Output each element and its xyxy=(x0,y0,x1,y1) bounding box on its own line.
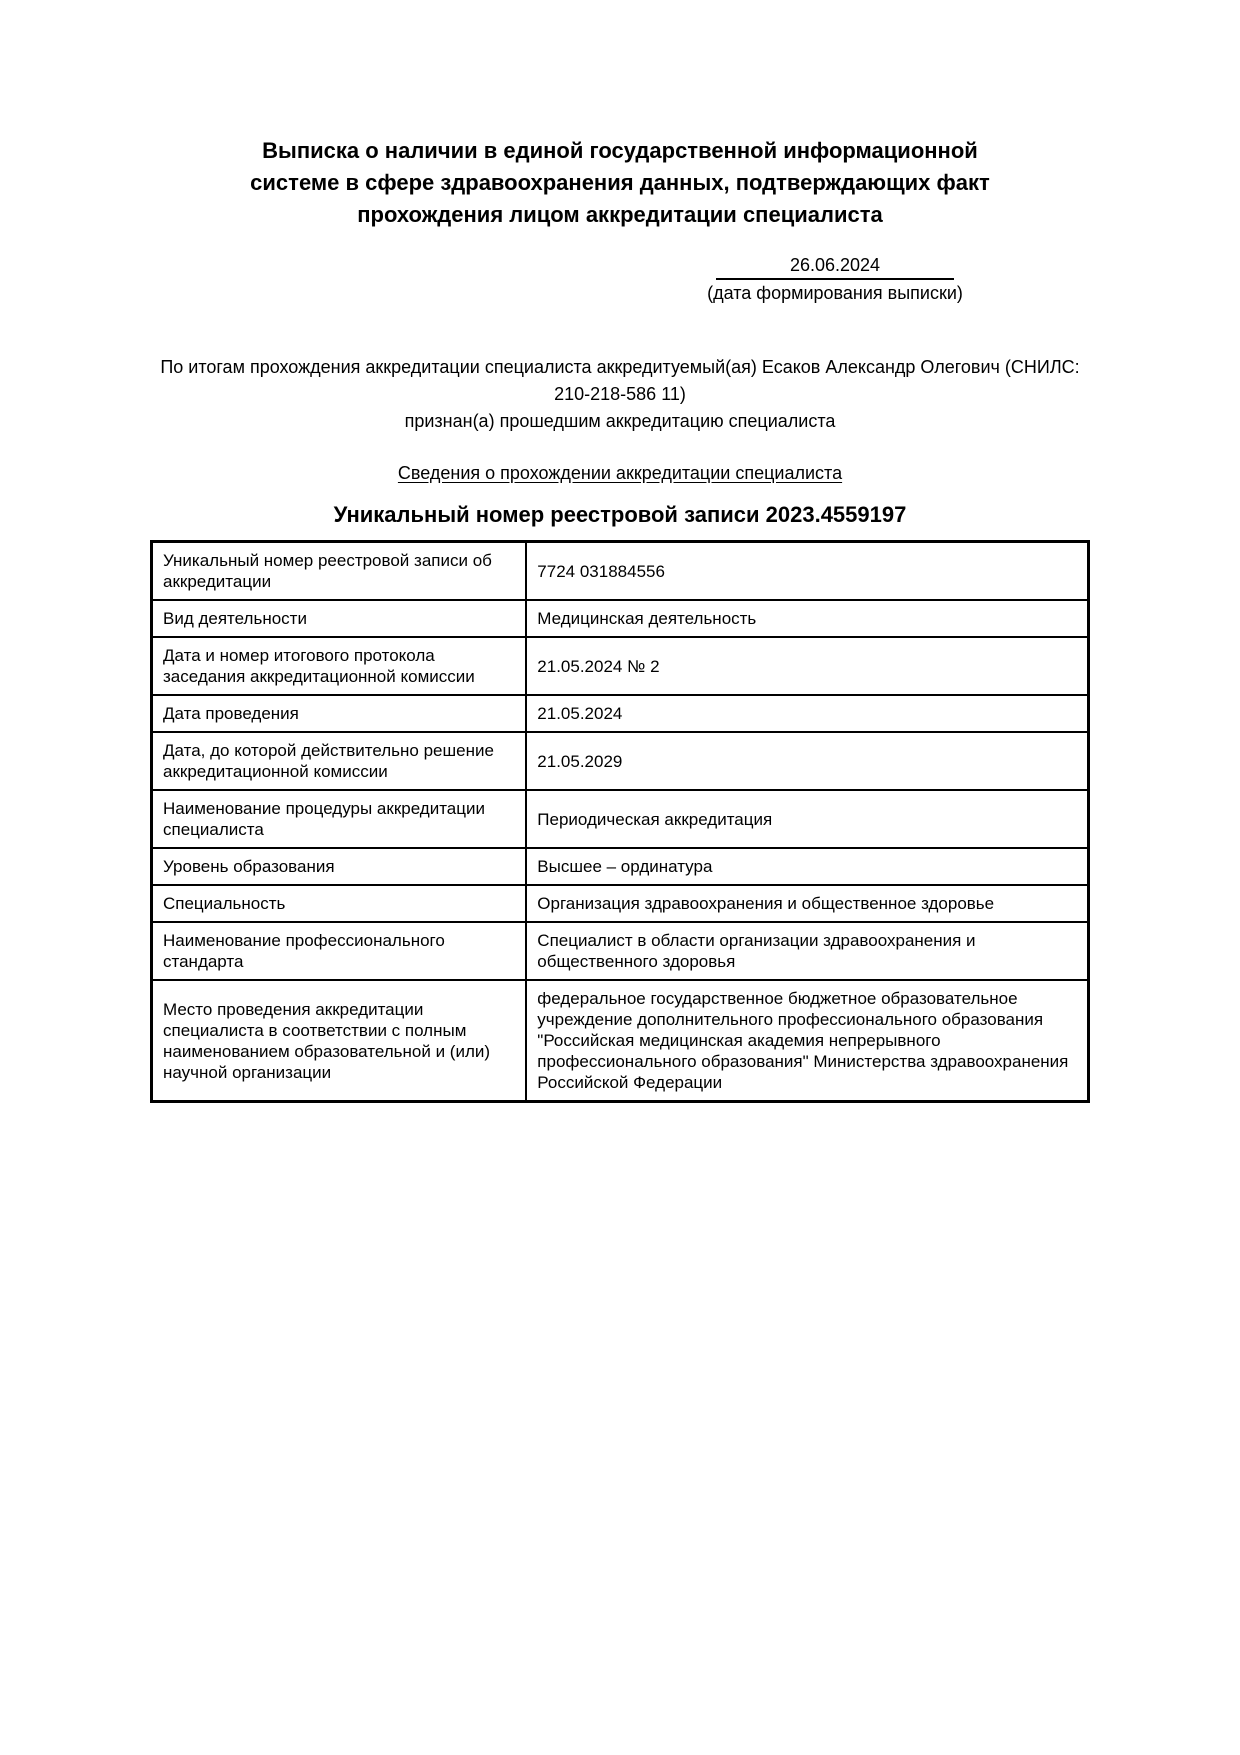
document-content xyxy=(0,135,1240,1103)
table-row-procedure-name xyxy=(152,790,1089,848)
registry-number-heading: Уникальный номер реестровой записи 2023.4559197 xyxy=(333,502,907,527)
table-row-accreditation-place xyxy=(152,980,1089,1102)
row-value: федеральное государственное бюджетное образовательное учреждение дополнительного профессионального образования "Российская медицинская академия непрерывного профессионального образования" Министерства здравоохранения Российской Федерации xyxy=(526,980,1088,1102)
issue-date: 26.06.2024 xyxy=(716,255,954,280)
table-row-registry-number xyxy=(152,542,1089,601)
document-title xyxy=(150,135,1090,231)
row-value: 21.05.2029 xyxy=(526,732,1088,790)
document-title-line-3: прохождения лицом аккредитации специалиста xyxy=(357,202,883,227)
table-row-education-level xyxy=(152,848,1089,885)
table-row-valid-until xyxy=(152,732,1089,790)
table-row-conduct-date xyxy=(152,695,1089,732)
table-row-activity-type xyxy=(152,600,1089,637)
row-label: Уровень образования xyxy=(152,848,527,885)
row-label: Дата и номер итогового протокола заседания аккредитационной комиссии xyxy=(152,637,527,695)
intro-line-1: По итогам прохождения аккредитации специалиста аккредитуемый(ая) Есаков Александр Олегович (СНИЛС: 210-218-586 11) xyxy=(160,357,1080,404)
row-value: Специалист в области организации здравоохранения и общественного здоровья xyxy=(526,922,1088,980)
accreditation-table xyxy=(150,540,1090,1103)
row-value: 21.05.2024 № 2 xyxy=(526,637,1088,695)
intro-line-2: признан(а) прошедшим аккредитацию специалиста xyxy=(404,411,836,431)
issue-date-block xyxy=(670,255,1000,304)
intro-paragraph xyxy=(150,354,1090,435)
row-label: Специальность xyxy=(152,885,527,922)
table-row-specialty xyxy=(152,885,1089,922)
row-value: 21.05.2024 xyxy=(526,695,1088,732)
document-title-line-2: системе в сфере здравоохранения данных, подтверждающих факт xyxy=(250,170,990,195)
row-label: Наименование процедуры аккредитации специалиста xyxy=(152,790,527,848)
row-label: Вид деятельности xyxy=(152,600,527,637)
row-label: Место проведения аккредитации специалиста в соответствии с полным наименованием образовательной и (или) научной организации xyxy=(152,980,527,1102)
issue-date-caption: (дата формирования выписки) xyxy=(707,283,963,303)
row-value: 7724 031884556 xyxy=(526,542,1088,601)
row-label: Дата проведения xyxy=(152,695,527,732)
document-title-line-1: Выписка о наличии в единой государственной информационной xyxy=(262,138,978,163)
table-row-protocol xyxy=(152,637,1089,695)
section-heading: Сведения о прохождении аккредитации специалиста xyxy=(397,463,843,483)
row-label: Наименование профессионального стандарта xyxy=(152,922,527,980)
row-value: Организация здравоохранения и общественное здоровье xyxy=(526,885,1088,922)
row-value: Высшее – ординатура xyxy=(526,848,1088,885)
row-value: Периодическая аккредитация xyxy=(526,790,1088,848)
row-value: Медицинская деятельность xyxy=(526,600,1088,637)
row-label: Уникальный номер реестровой записи об аккредитации xyxy=(152,542,527,601)
table-row-prof-standard xyxy=(152,922,1089,980)
row-label: Дата, до которой действительно решение аккредитационной комиссии xyxy=(152,732,527,790)
